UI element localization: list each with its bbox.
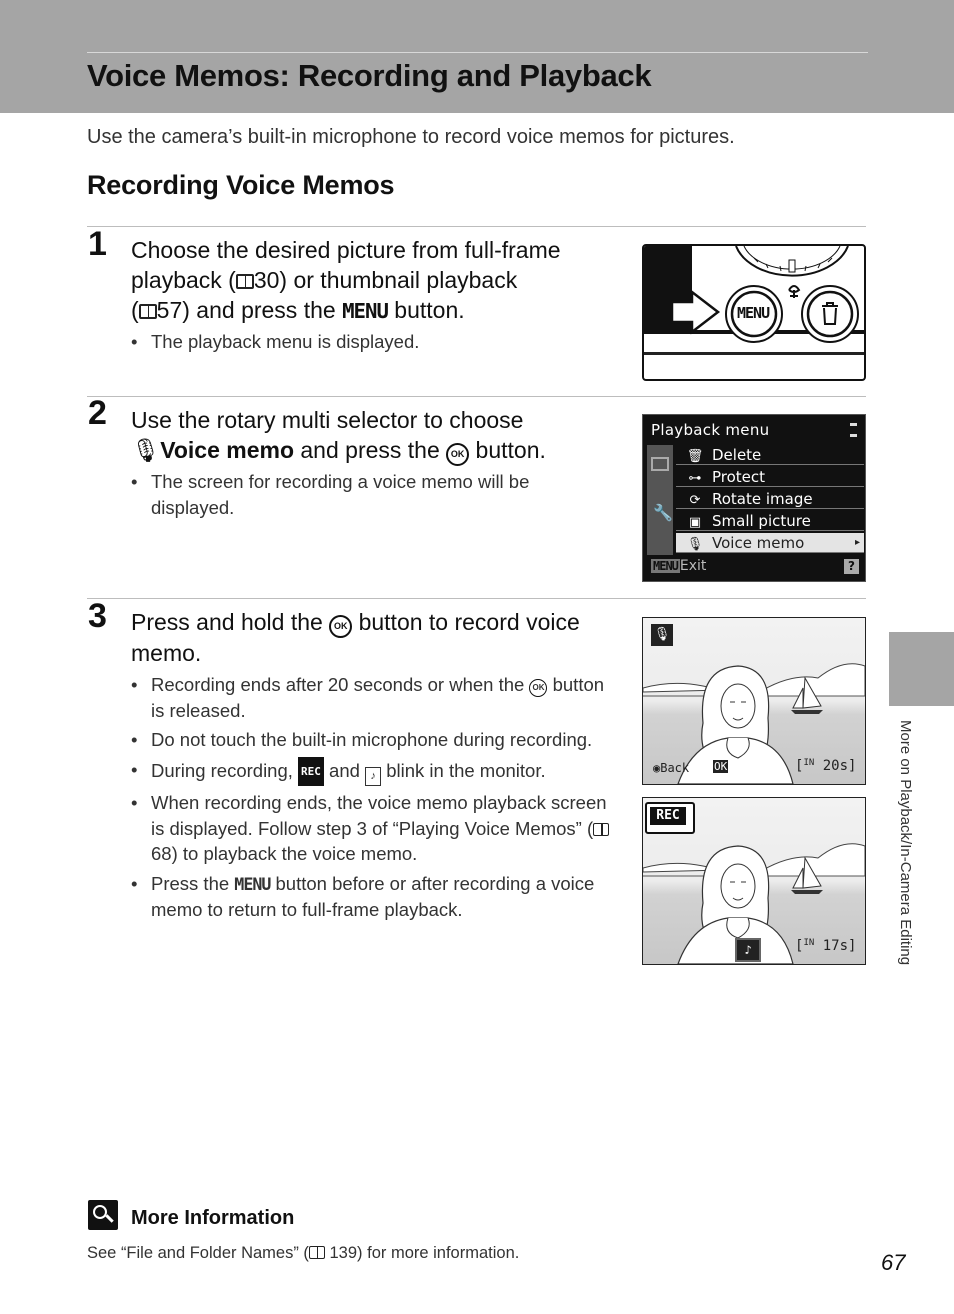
rec-label: REC (650, 807, 686, 825)
step-number: 2 (88, 394, 107, 432)
remaining-time-value: 20s (822, 758, 849, 774)
menu-item-protect[interactable] (676, 467, 864, 487)
step-text: button. (387, 297, 465, 323)
menu-item-label: Small picture (712, 512, 811, 530)
playback-menu-screen (642, 414, 866, 582)
step-3-bullets (131, 672, 611, 927)
bullet-item: • The screen for recording a voice memo will be displayed. (131, 469, 611, 520)
rec-indicator-glyph: REC (298, 757, 324, 787)
bullet-item (131, 871, 611, 923)
internal-memory-label: IN (803, 758, 815, 768)
step-2-instruction (131, 405, 611, 466)
bullet-item (131, 672, 611, 723)
book-ref-icon (309, 1246, 325, 1259)
remaining-time: [$^{IN}$ 20s] (795, 758, 857, 774)
ok-button-glyph: OK (446, 443, 469, 466)
step-text: playback ( (131, 267, 236, 293)
bullet-text: 68) to playback the voice memo. (151, 843, 418, 864)
menu-exit-hint (651, 558, 706, 574)
more-info-icon (88, 1200, 118, 1230)
bullet-text: Press the (151, 872, 235, 894)
step-text: ( (131, 297, 139, 323)
menu-item-small-picture[interactable] (676, 511, 864, 531)
book-ref-icon (593, 823, 609, 836)
microphone-icon: 🎙 (131, 437, 161, 463)
ok-button-glyph: OK (329, 615, 352, 638)
ok-button-glyph: OK (529, 679, 547, 697)
step-number: 1 (88, 225, 107, 263)
microphone-icon: 🎙 (686, 537, 704, 552)
step-3-instruction (131, 607, 611, 668)
menu-tab-sidebar (647, 445, 673, 555)
intro-text: Use the camera’s built-in microphone to record voice memos for pictures. (87, 126, 735, 148)
menu-item-voice-memo[interactable] (676, 533, 864, 553)
remaining-time-value: 17s (822, 938, 849, 954)
voice-memo-icon: ♪ (735, 938, 761, 962)
bullet-text: blink in the monitor. (381, 759, 546, 781)
page-title: Voice Memos: Recording and Playback (87, 58, 652, 93)
trash-icon: 🗑 (686, 449, 704, 464)
menu-item-rotate-image[interactable] (676, 489, 864, 509)
menu-item-label: Protect (712, 468, 766, 486)
voice-memo-bold: Voice memo (160, 437, 294, 463)
back-hint (653, 761, 689, 775)
menu-button-glyph: MENU (342, 299, 388, 323)
book-ref-icon (139, 304, 157, 319)
bullet-item: • The playback menu is displayed. (131, 329, 611, 355)
chapter-thumb-tab (889, 632, 954, 706)
section-title: Recording Voice Memos (87, 170, 395, 200)
menu-item-label: Delete (712, 446, 762, 464)
divider (87, 396, 866, 397)
key-icon: ⊶ (688, 471, 702, 486)
voice-memo-record-screen (642, 617, 866, 785)
header-banner (0, 0, 954, 113)
menu-button-label: MENU (737, 304, 770, 322)
small-picture-icon: ▣ (688, 515, 702, 530)
divider (87, 598, 866, 599)
step-text: 57) and press the (156, 297, 343, 323)
bullet-item: • Do not touch the built-in microphone during recording. (131, 727, 611, 753)
bullet-text: button before or after recording a voice memo to return to full-frame playback. (151, 872, 595, 920)
bullet-item (131, 790, 611, 867)
step-text: Use the rotary multi selector to choose (131, 407, 524, 433)
voice-memo-glyph: ♪ (365, 767, 381, 786)
step-1-bullets (131, 329, 611, 359)
rotate-icon: ⟳ (689, 493, 701, 508)
bullet-text: During recording, (151, 759, 299, 781)
camera-back-figure (642, 244, 866, 381)
step-text: Choose the desired picture from full-frame (131, 237, 561, 263)
step-text: Press and hold the (131, 609, 330, 635)
step-1-instruction (131, 235, 611, 326)
menu-item-label: Rotate image (712, 490, 813, 508)
playback-menu-title: Playback menu (651, 421, 770, 439)
bullet-item (131, 757, 611, 787)
voice-memo-recording-screen (642, 797, 866, 965)
menu-item-delete[interactable] (676, 445, 864, 465)
step-number: 3 (88, 597, 107, 635)
page-number: 67 (881, 1250, 906, 1275)
more-info-title: More Information (131, 1207, 295, 1229)
menu-item-label: Voice memo (712, 534, 805, 552)
playback-tab-icon (651, 457, 669, 471)
step-text: and press the (294, 437, 447, 463)
header-rule (87, 52, 868, 53)
bullet-text: Recording ends after 20 seconds or when the (151, 674, 530, 695)
rec-indicator (645, 802, 695, 834)
chevron-right-icon: ▸ (854, 537, 860, 548)
chapter-side-label: More on Playback/In-Camera Editing (897, 720, 914, 966)
bullet-text: button is released. (151, 674, 605, 721)
microphone-icon: 🎙 (651, 624, 673, 646)
bullet-text: When recording ends, the voice memo playback screen is displayed. Follow step 3 of “Playing Voice Memos” ( (151, 792, 607, 839)
more-info-text-part: See “File and Folder Names” ( (87, 1244, 309, 1262)
menu-button-glyph: MENU (234, 874, 271, 894)
scroll-indicator-icon (850, 423, 857, 437)
step-text: button. (469, 437, 546, 463)
book-ref-icon (236, 274, 254, 289)
setup-wrench-icon: 🔧 (653, 503, 673, 522)
internal-memory-label: IN (803, 938, 815, 948)
bullet-text: and (323, 759, 366, 781)
step-text: button to record voice memo. (131, 609, 580, 666)
remaining-time: [$^{IN}$ 17s] (795, 938, 857, 954)
more-info-text (87, 1244, 519, 1263)
multi-selector-icon: ◉ (653, 761, 661, 775)
step-text: 30) or thumbnail playback (253, 267, 518, 293)
step-2-bullets (131, 469, 611, 524)
exit-label: Exit (679, 558, 707, 574)
ok-key-icon: OK (714, 760, 728, 773)
divider (87, 226, 866, 227)
help-icon: ? (844, 559, 859, 574)
more-info-text-part: 139) for more information. (324, 1244, 520, 1262)
back-label: Back (660, 761, 690, 775)
menu-key-label: MENU (653, 559, 678, 573)
